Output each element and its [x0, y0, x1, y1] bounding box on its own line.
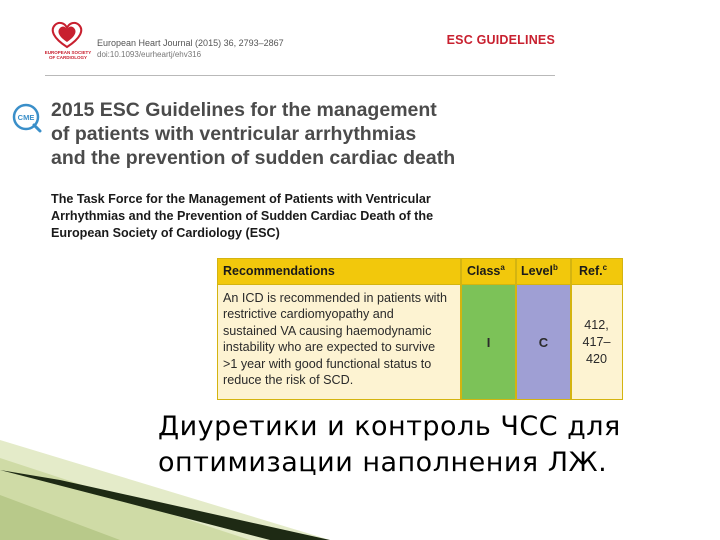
recommendation-table: [217, 258, 623, 400]
header-class: Class$^a$: [467, 262, 505, 278]
esc-logo: [47, 20, 87, 70]
header-recommendations: Recommendations: [223, 264, 335, 278]
recommendation-line: sustained VA causing haemodynamic: [223, 323, 432, 338]
task-force-line: European Society of Cardiology (ESC): [51, 226, 280, 240]
guideline-title: [51, 98, 571, 170]
header-ref: Ref.$^c$: [579, 262, 608, 278]
recommendation-line: reduce the risk of SCD.: [223, 373, 354, 388]
class-value: I: [461, 285, 516, 399]
ref-value: [571, 285, 622, 399]
recommendation-line: instability who are expected to survive: [223, 340, 436, 355]
recommendation-line: >1 year with good functional status to: [223, 356, 432, 371]
caption-line: Диуретики и контроль ЧСС для: [158, 411, 621, 442]
ref-line: 420: [585, 351, 607, 366]
cme-badge-icon: [12, 103, 42, 133]
journal-citation: European Heart Journal (2015) 36, 2793–2867: [97, 38, 284, 48]
task-force-subtitle: [51, 191, 571, 242]
task-force-line: Arrhythmias and the Prevention of Sudden Cardiac Death of the: [51, 209, 434, 223]
task-force-line: The Task Force for the Management of Patients with Ventricular: [51, 192, 431, 206]
ref-line: 417–: [582, 334, 611, 349]
title-line: of patients with ventricular arrhythmias: [51, 123, 417, 145]
corner-decoration: [0, 440, 330, 540]
level-value: C: [516, 285, 571, 399]
table-header-row: [218, 259, 622, 285]
header-divider: [45, 75, 555, 76]
recommendation-text: [218, 285, 461, 399]
recommendation-line: An ICD is recommended in patients with: [223, 291, 447, 305]
doi-line: doi:10.1093/eurheartj/ehv316: [97, 50, 202, 59]
column-divider: [460, 259, 462, 399]
cme-badge-text: CME: [17, 113, 35, 122]
header-level: Level$^b$: [521, 262, 558, 278]
column-divider: [515, 259, 517, 399]
caption-line: оптимизации наполнения ЛЖ.: [158, 447, 608, 478]
table-row: [218, 285, 622, 399]
title-line: 2015 ESC Guidelines for the management: [51, 99, 437, 121]
title-line: and the prevention of sudden cardiac death: [51, 147, 456, 169]
society-caption: EUROPEAN SOCIETY OF CARDIOLOGY: [44, 50, 92, 60]
section-label: ESC GUIDELINES: [446, 33, 555, 47]
recommendation-line: restrictive cardiomyopathy and: [223, 307, 394, 322]
column-divider: [570, 259, 572, 399]
ref-line: 412,: [584, 317, 609, 332]
